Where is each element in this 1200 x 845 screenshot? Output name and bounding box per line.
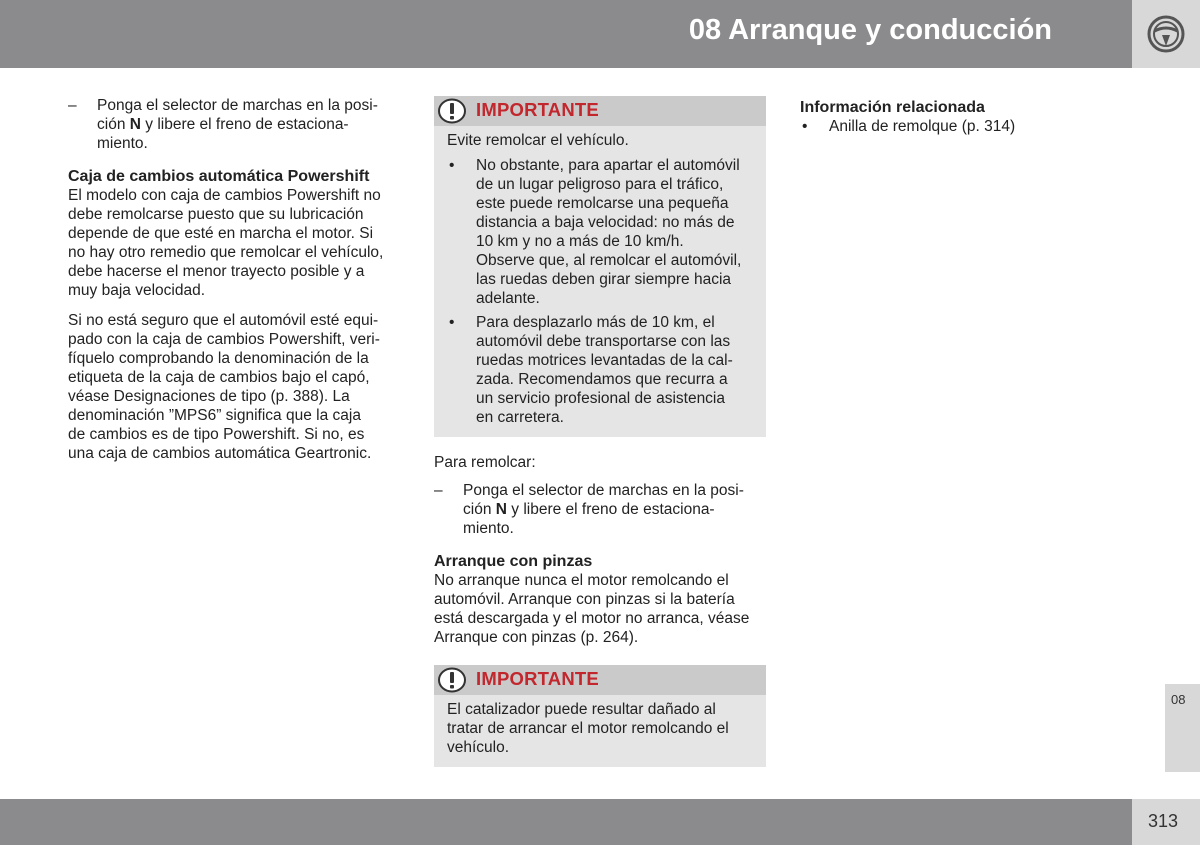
paragraph-line: denominación ”MPS6” significa que la caja bbox=[68, 407, 361, 424]
paragraph-line: véase Designaciones de tipo (p. 388). La bbox=[68, 388, 350, 405]
steering-wheel-icon bbox=[1145, 14, 1187, 54]
dash-marker: – bbox=[434, 482, 443, 499]
paragraph-line: debe remolcarse puesto que su lubricación bbox=[68, 206, 364, 223]
step-line bbox=[97, 115, 408, 134]
list-line: las ruedas deben girar siempre hacia bbox=[476, 271, 732, 288]
bullet-marker: • bbox=[802, 118, 808, 135]
column-right bbox=[800, 98, 1130, 136]
list-line: un servicio profesional de asistencia bbox=[476, 390, 725, 407]
list-line: en carretera. bbox=[476, 409, 564, 426]
paragraph-line: vehículo. bbox=[447, 739, 510, 756]
paragraph-line: está descargada y el motor no arranca, véase bbox=[434, 610, 750, 627]
list-item bbox=[447, 156, 754, 308]
paragraph-line: pado con la caja de cambios Powershift, veri- bbox=[68, 331, 380, 348]
step-text: y libere el freno de estaciona- bbox=[506, 501, 715, 518]
paragraph-line: una caja de cambios automática Geartronic. bbox=[68, 445, 372, 462]
chapter-side-tab bbox=[1165, 684, 1200, 772]
list-line: automóvil debe transportarse con las bbox=[476, 333, 731, 350]
important-body bbox=[434, 126, 766, 437]
chapter-icon-box bbox=[1132, 0, 1200, 68]
gear-position-n: N bbox=[129, 116, 141, 133]
page-footer bbox=[0, 799, 1132, 845]
paragraph-line: El catalizador puede resultar dañado al bbox=[447, 701, 716, 718]
important-notice bbox=[434, 96, 766, 437]
list-line: 10 km y no a más de 10 km/h. bbox=[476, 233, 684, 250]
paragraph-line: automóvil. Arranque con pinzas si la batería bbox=[434, 591, 735, 608]
step-line: Ponga el selector de marchas en la posi- bbox=[97, 97, 378, 114]
paragraph-line: debe hacerse el menor trayecto posible y a bbox=[68, 263, 365, 280]
step-item bbox=[68, 96, 408, 153]
paragraph-line: Si no está seguro que el automóvil esté equi- bbox=[68, 312, 379, 329]
paragraph-line: fíquelo comprobando la denominación de la bbox=[68, 350, 369, 367]
list-line: de un lugar peligroso para el tráfico, bbox=[476, 176, 724, 193]
paragraph bbox=[68, 311, 408, 463]
paragraph-line: muy baja velocidad. bbox=[68, 282, 205, 299]
important-header bbox=[434, 96, 766, 126]
step-line: Ponga el selector de marchas en la posi- bbox=[463, 482, 744, 499]
important-notice bbox=[434, 665, 766, 767]
step-text: ción bbox=[97, 116, 130, 133]
paragraph-line: de cambios es de tipo Powershift. Si no, es bbox=[68, 426, 365, 443]
paragraph bbox=[434, 571, 766, 647]
list-line: distancia a baja velocidad: no más de bbox=[476, 214, 735, 231]
step-item bbox=[434, 481, 766, 538]
related-info-heading: Información relacionada bbox=[800, 99, 985, 116]
step-line: miento. bbox=[97, 135, 148, 152]
important-header bbox=[434, 665, 766, 695]
list-line: zada. Recomendamos que recurra a bbox=[476, 371, 728, 388]
paragraph-line: etiqueta de la caja de cambios bajo el capó, bbox=[68, 369, 370, 386]
list-line: adelante. bbox=[476, 290, 540, 307]
step-line bbox=[463, 500, 766, 519]
page-number-box bbox=[1132, 799, 1200, 845]
paragraph bbox=[68, 186, 408, 300]
page-header bbox=[0, 0, 1132, 68]
chapter-tab-label: 08 bbox=[1171, 692, 1186, 707]
important-title: IMPORTANTE bbox=[476, 99, 599, 120]
warning-exclamation-icon bbox=[437, 667, 467, 693]
list-line: No obstante, para apartar el automóvil bbox=[476, 157, 740, 174]
related-link-item[interactable] bbox=[800, 117, 1130, 136]
bullet-marker: • bbox=[449, 314, 455, 331]
paragraph-line: no hay otro remedio que remolcar el vehículo, bbox=[68, 244, 384, 261]
warning-exclamation-icon bbox=[437, 98, 467, 124]
list-line: Observe que, al remolcar el automóvil, bbox=[476, 252, 742, 269]
list-line: ruedas motrices levantadas de la cal- bbox=[476, 352, 733, 369]
chapter-title: 08 Arranque y conducción bbox=[688, 14, 1052, 46]
step-text: y libere el freno de estaciona- bbox=[140, 116, 349, 133]
gear-position-n: N bbox=[495, 501, 507, 518]
list-item bbox=[447, 313, 754, 427]
list-line: este puede remolcarse una pequeña bbox=[476, 195, 729, 212]
paragraph-line: No arranque nunca el motor remolcando el bbox=[434, 572, 729, 589]
tow-intro: Para remolcar: bbox=[434, 454, 536, 471]
important-title: IMPORTANTE bbox=[476, 668, 599, 689]
step-line: miento. bbox=[463, 520, 514, 537]
important-intro: Evite remolcar el vehículo. bbox=[447, 132, 629, 149]
dash-marker: – bbox=[68, 97, 77, 114]
related-link[interactable]: Anilla de remolque (p. 314) bbox=[829, 118, 1016, 135]
paragraph-line: El modelo con caja de cambios Powershift no bbox=[68, 187, 381, 204]
page-number: 313 bbox=[1148, 811, 1179, 831]
step-text: ción bbox=[463, 501, 496, 518]
section-heading: Arranque con pinzas bbox=[434, 553, 593, 570]
column-left bbox=[68, 96, 408, 463]
section-heading: Caja de cambios automática Powershift bbox=[68, 168, 370, 185]
list-line: Para desplazarlo más de 10 km, el bbox=[476, 314, 715, 331]
paragraph-line: Arranque con pinzas (p. 264). bbox=[434, 629, 639, 646]
important-body bbox=[434, 695, 766, 767]
bullet-marker: • bbox=[449, 157, 455, 174]
paragraph-line: tratar de arrancar el motor remolcando el bbox=[447, 720, 729, 737]
paragraph-line: depende de que esté en marcha el motor. Si bbox=[68, 225, 374, 242]
column-middle bbox=[434, 96, 766, 767]
